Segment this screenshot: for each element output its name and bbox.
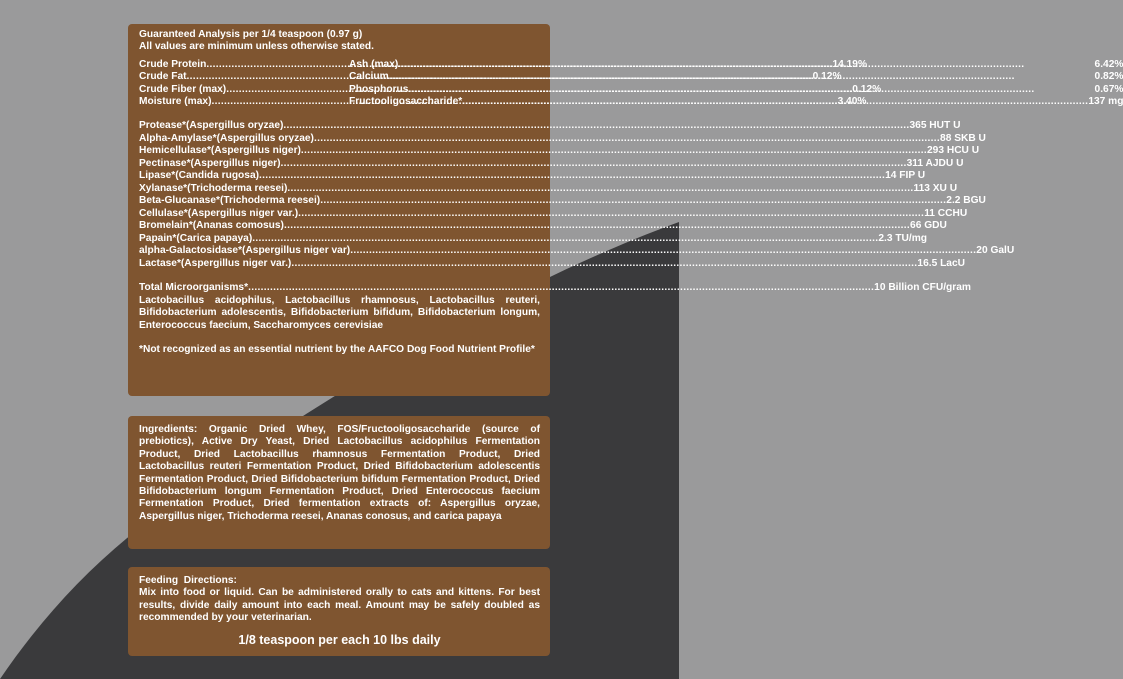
microorganisms-section [139, 282, 971, 332]
enzyme-row [139, 145, 980, 158]
nutrient-label: Crude Fiber (max) [139, 83, 227, 95]
enzyme-value: 20 GalU [976, 245, 1015, 257]
feeding-title: Feeding Directions: [139, 575, 237, 586]
nutrient-label: Crude Fat [139, 71, 187, 83]
ingredients-text: Ingredients: Organic Dried Whey, FOS/Fructooligosaccharide (source of prebiotics), Active Dry Yeast, Dried Lactobacillus acidophilus Fermentation Product, Dried Lactobacillus rhamnosus Fermentation Product, Dried Lactobacillus reuteri Fermentation Product, Dried Bifidobacterium adolescentis Fermentation Product, Dried Bifidobacterium bifidum Fermentation Product, Dried Bifidobacterium longum Fermentation Product, Dried Enterococcus faecium Fermentation Product, Dried fermentation extracts of: Aspergillus oryzae, Aspergillus niger, Trichoderma reesei, Ananas conosus, and carica papaya [139, 424, 540, 522]
enzyme-value: 11 CCHU [924, 207, 968, 219]
nutrient-value: 137 mg [1088, 96, 1123, 108]
enzyme-value: 14 FIP U [885, 170, 926, 182]
nutrient-row [349, 96, 1123, 108]
aafco-note: *Not recognized as an essential nutrient by the AAFCO Dog Food Nutrient Profile* [139, 344, 535, 356]
enzyme-value: 365 HUT U [909, 120, 961, 132]
enzyme-value: 88 SKB U [940, 132, 986, 144]
enzyme-label: Protease*(Aspergillus oryzae) [139, 120, 284, 132]
nutrient-row [349, 59, 1123, 71]
enzyme-label: alpha-Galactosidase*(Aspergillus niger var) [139, 245, 351, 257]
analysis-subtitle: All values are minimum unless otherwise stated. [139, 41, 374, 53]
enzyme-value: 66 GDU [910, 220, 947, 232]
enzyme-label: Cellulase*(Aspergillus niger var.) [139, 207, 299, 219]
enzyme-label: Bromelain*(Ananas comosus) [139, 220, 284, 232]
enzyme-value: 2.3 TU/mg [878, 232, 928, 244]
microorganisms-value: 10 Billion CFU/gram [874, 282, 971, 294]
enzyme-list [139, 120, 1015, 270]
microorganisms-row [139, 282, 971, 294]
nutrient-value: 0.12% [852, 83, 882, 95]
microorganisms-label: Total Microorganisms* [139, 282, 249, 294]
enzyme-value: 293 HCU U [927, 145, 980, 157]
enzyme-label: Xylanase*(Trichoderma reesei) [139, 182, 288, 194]
nutrient-label: Fructooligosaccharide* [349, 96, 463, 108]
nutrient-value: 0.82% [1094, 71, 1123, 83]
enzyme-row [139, 245, 1015, 258]
enzyme-row [139, 182, 958, 196]
nutrient-row [349, 84, 1123, 96]
feeding-directions-panel [128, 567, 550, 656]
nutrient-value: 0.12% [812, 71, 842, 83]
analysis-title: Guaranteed Analysis per 1/4 teaspoon (0.97 g) [139, 29, 363, 40]
nutrient-value: 6.42% [1094, 58, 1123, 70]
nutrient-label: Ash (max) [349, 58, 399, 70]
nutrient-row [349, 71, 1123, 83]
enzyme-row [139, 220, 947, 233]
enzyme-value: 311 AJDU U [906, 157, 964, 169]
enzyme-label: Pectinase*(Aspergillus niger) [139, 157, 281, 169]
enzyme-row [139, 207, 968, 221]
nutrient-value: 3.40% [837, 96, 867, 108]
enzyme-row [139, 232, 928, 246]
enzyme-row [139, 170, 926, 183]
nutrient-label: Moisture (max) [139, 96, 212, 108]
feeding-text: Mix into food or liquid. Can be administered orally to cats and kittens. For best results, divide daily amount into each meal. Amount may be safely doubled as recommended by your veterinarian. [139, 587, 540, 624]
nutrient-label: Calcium [349, 71, 389, 83]
nutrient-value: 0.67% [1094, 83, 1123, 95]
enzyme-value: 16.5 LacU [917, 257, 965, 269]
enzyme-value: 113 XU U [913, 182, 958, 194]
enzyme-row [139, 157, 964, 171]
nutrient-value: 14.19% [832, 58, 868, 70]
enzyme-label: Papain*(Carica papaya) [139, 232, 253, 244]
microorganisms-description: Lactobacillus acidophilus, Lactobacillus rhamnosus, Lactobacillus reuteri, Bifidobacterium adolescentis, Bifidobacterium bifidum, Bifidobacterium longum, Enterococcus faecium, Saccharomyces cerevisiae [139, 294, 540, 331]
enzyme-label: Beta-Glucanase*(Trichoderma reesei) [139, 195, 321, 207]
enzyme-row [139, 132, 986, 146]
enzyme-label: Lactase*(Aspergillus niger var.) [139, 257, 292, 269]
nutrient-label: Crude Protein [139, 58, 207, 70]
nutrient-table [139, 58, 1123, 109]
nutrient-column-right [349, 59, 1123, 109]
enzyme-value: 2.2 BGU [946, 195, 986, 207]
guaranteed-analysis-panel [128, 24, 1123, 396]
nutrient-label: Phosphorus [349, 83, 409, 95]
enzyme-label: Alpha-Amylase*(Aspergillus oryzae) [139, 132, 314, 144]
enzyme-row [139, 120, 961, 133]
enzyme-label: Lipase*(Candida rugosa) [139, 170, 260, 182]
enzyme-row [139, 257, 965, 271]
enzyme-label: Hemicellulase*(Aspergillus niger) [139, 145, 301, 157]
dosage-text: 1/8 teaspoon per each 10 lbs daily [238, 632, 441, 647]
enzyme-row [139, 195, 986, 208]
ingredients-panel [128, 416, 550, 549]
